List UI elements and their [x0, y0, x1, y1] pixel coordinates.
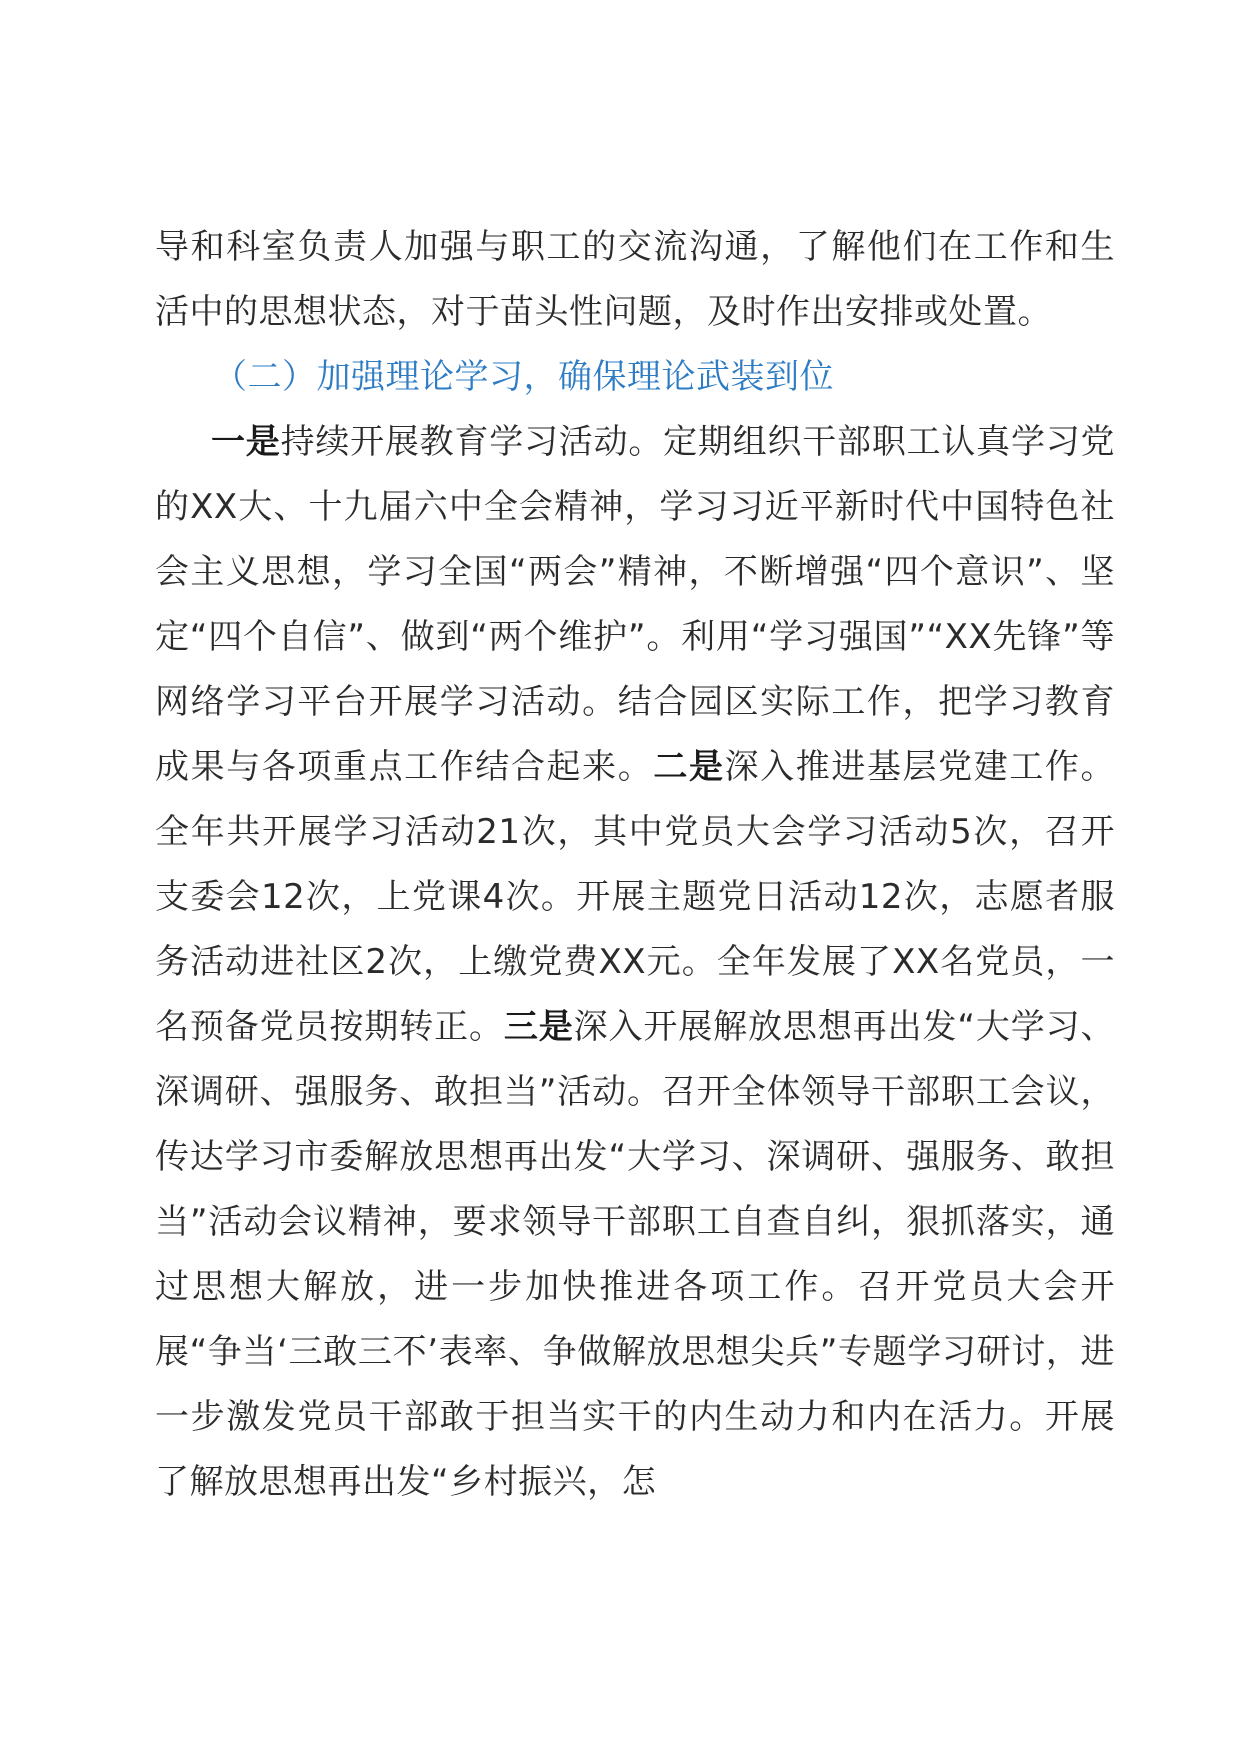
lead-phrase-third: 三是: [503, 1007, 574, 1047]
paragraph-text-first: 持续开展教育学习活动。定期组织干部职工认真学习党的XX大、十九届六中全会精神，学习习近平新时代中国特色社会主义思想，学习全国“两会”精神，不断增强“四个意识”、坚定“四个自信”、做到“两个维护”。利用“学习强国”“XX先锋”等网络学习平台开展学习活动。结合园区实际工作，把学习教育成果与各项重点工作结合起来。: [155, 422, 1116, 787]
paragraph-text-second: 深入推进基层党建工作。全年共开展学习活动21次，其中党员大会学习活动5次，召开支委会12次，上党课4次。开展主题党日活动12次，志愿者服务活动进社区2次，上缴党费XX元。全年发展了XX名党员，一名预备党员按期转正。: [155, 747, 1116, 1047]
paragraph-continued: 导和科室负责人加强与职工的交流沟通，了解他们在工作和生活中的思想状态，对于苗头性问题，及时作出安排或处置。: [155, 227, 1115, 332]
paragraph-text-third: 深入开展解放思想再出发“大学习、深调研、强服务、敢担当”活动。召开全体领导干部职工会议，传达学习市委解放思想再出发“大学习、深调研、强服务、敢担当”活动会议精神，要求领导干部职工自查自纠，狠抓落实，通过思想大解放，进一步加快推进各项工作。召开党员大会开展“争当‘三敢三不’表率、争做解放思想尖兵”专题学习研讨，进一步激发党员干部敢于担当实干的内生动力和内在活力。开展了解放思想再出发“乡村振兴，怎: [155, 1007, 1116, 1502]
lead-phrase-first: 一是: [211, 422, 281, 462]
lead-phrase-second: 二是: [653, 747, 725, 787]
document-body: [155, 215, 1115, 1515]
body-paragraph: [155, 410, 1115, 1515]
section-heading: （二）加强理论学习，确保理论武装到位: [213, 357, 834, 397]
